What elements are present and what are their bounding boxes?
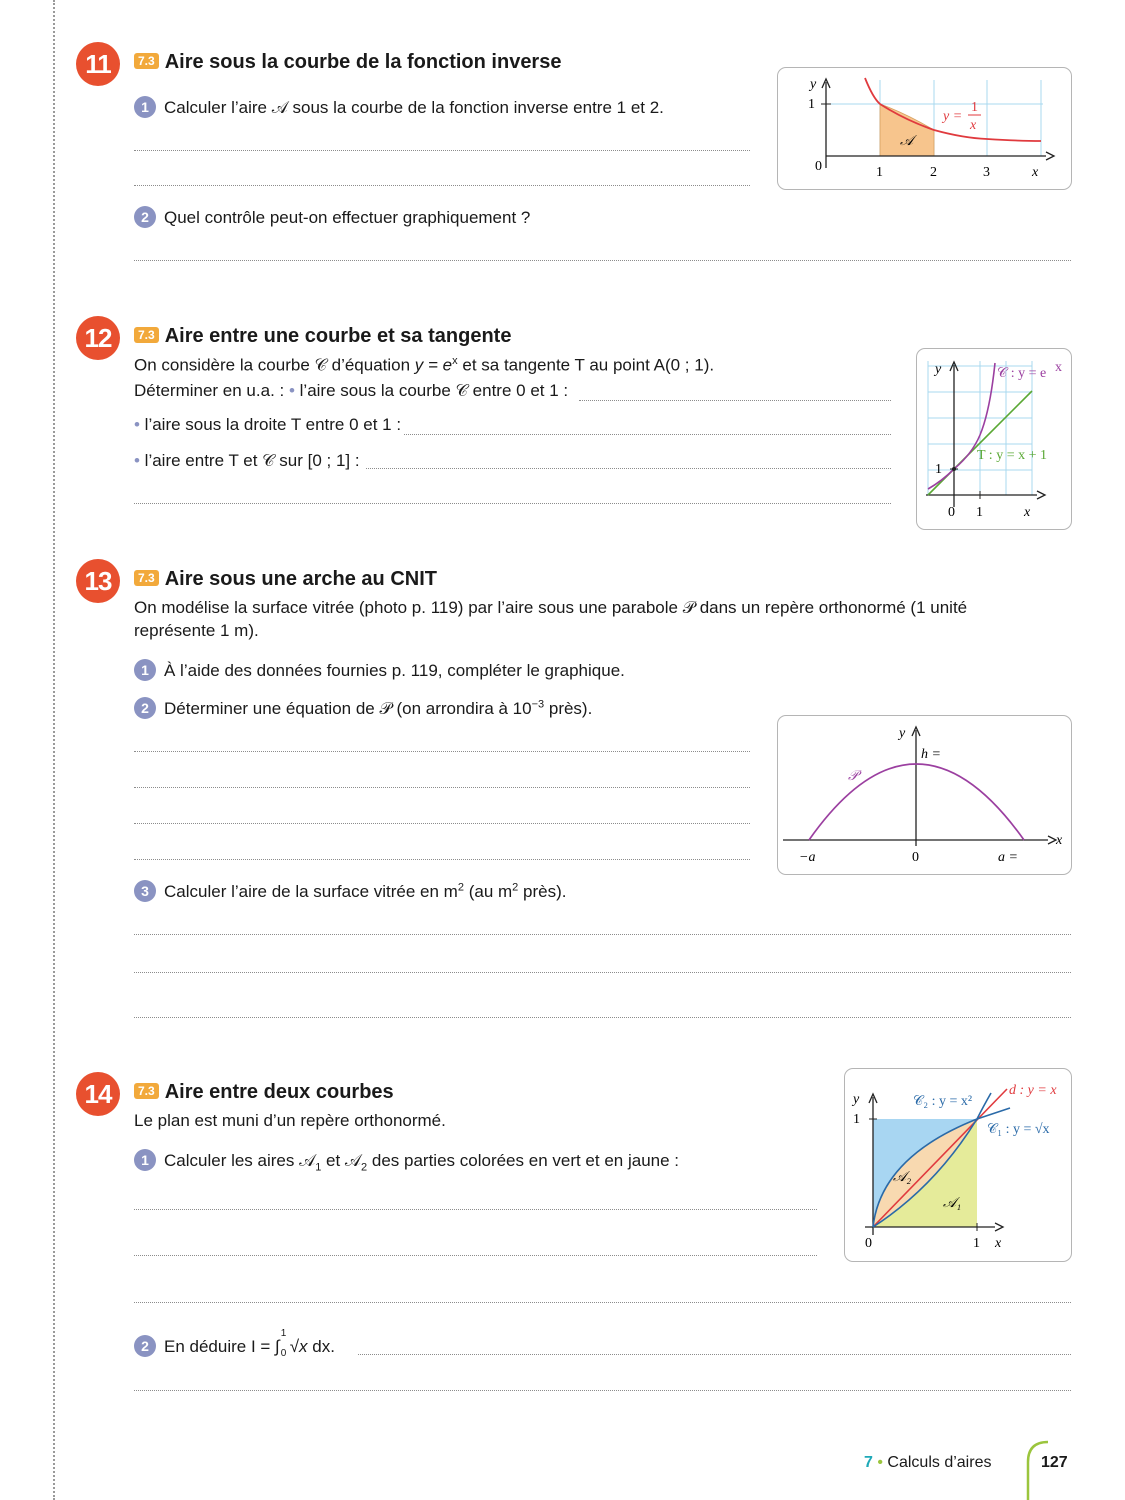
exercise-13-number: 13 bbox=[76, 559, 120, 603]
answer-line[interactable] bbox=[134, 823, 750, 824]
y-tick-label: 1 bbox=[853, 1112, 860, 1127]
ex12-intro-equation: y = e bbox=[414, 355, 453, 375]
ex11-graph bbox=[777, 67, 1072, 190]
question-number: 2 bbox=[134, 697, 156, 719]
exercise-12-number: 12 bbox=[76, 316, 120, 360]
left-root-label: −a bbox=[799, 850, 816, 865]
answer-line[interactable] bbox=[134, 1302, 1071, 1303]
lesson-badge: 7.3 bbox=[134, 1083, 159, 1099]
question-number: 1 bbox=[134, 1149, 156, 1171]
exercise-11-title-text: Aire sous la courbe de la fonction inverse bbox=[164, 51, 562, 73]
page-number: 127 bbox=[1041, 1454, 1068, 1471]
exercise-11-title bbox=[134, 51, 561, 74]
ex12-determine-text: Déterminer en u.a. : bbox=[134, 381, 289, 400]
bullet: • bbox=[134, 415, 140, 434]
ex14-q1-text: Calculer les aires 𝒜 bbox=[164, 1151, 316, 1170]
ex12-item-1-text: l’aire sous la courbe 𝒞 entre 0 et 1 : bbox=[294, 381, 569, 400]
ex12-intro-text: On considère la courbe 𝒞 d’équation bbox=[134, 355, 415, 375]
ex12-item-2 bbox=[134, 415, 401, 435]
ex14-q1-subscript: 2 bbox=[361, 1161, 368, 1174]
exercise-14-number: 14 bbox=[76, 1072, 120, 1116]
answer-line[interactable] bbox=[579, 400, 891, 401]
origin-label: 0 bbox=[948, 505, 955, 520]
answer-line[interactable] bbox=[134, 934, 1071, 935]
ex14-graph bbox=[844, 1068, 1072, 1262]
area-a1-label: 𝒜₁ bbox=[943, 1196, 962, 1211]
ex12-item-3-text: l’aire entre T et 𝒞 sur [0 ; 1] : bbox=[139, 451, 360, 470]
ex14-q1-text-middle: et 𝒜 bbox=[321, 1151, 362, 1170]
exercise-11-number: 11 bbox=[76, 42, 120, 86]
curve-equation: y = bbox=[943, 109, 963, 124]
answer-line[interactable] bbox=[134, 150, 750, 151]
y-tick-label: 1 bbox=[935, 462, 942, 477]
question-number: 1 bbox=[134, 659, 156, 681]
parabola-label: 𝒫 bbox=[848, 769, 859, 784]
area-a2-label: 𝒜₂ bbox=[893, 1170, 912, 1185]
ex11-question-1 bbox=[134, 96, 664, 118]
answer-line[interactable] bbox=[134, 972, 1071, 973]
ex13-q2-text: Déterminer une équation de 𝒫 (on arrondira à 10 bbox=[164, 699, 532, 718]
origin-label: 0 bbox=[865, 1236, 872, 1251]
ex13-q3-text: Calculer l’aire de la surface vitrée en m bbox=[164, 882, 458, 901]
bullet: • bbox=[288, 381, 295, 400]
height-label: h = bbox=[921, 747, 941, 762]
ex14-intro: Le plan est muni d’un repère orthonormé. bbox=[134, 1111, 446, 1130]
ex13-question-3 bbox=[134, 880, 566, 902]
bullet: • bbox=[134, 451, 140, 470]
ex12-item-2-text: l’aire sous la droite T entre 0 et 1 : bbox=[139, 415, 402, 434]
tangent-label: T : y = x + 1 bbox=[977, 448, 1047, 463]
curve-label-exponent: x bbox=[1055, 360, 1062, 375]
x-tick-label: 1 bbox=[976, 505, 983, 520]
ex12-intro-text-end: et sa tangente T au point A(0 ; 1). bbox=[457, 355, 715, 375]
exercise-12-title bbox=[134, 325, 511, 348]
x-tick-label: 2 bbox=[930, 165, 937, 180]
ex14-question-2 bbox=[134, 1328, 335, 1359]
x-tick-label: 1 bbox=[876, 165, 883, 180]
ex13-intro-line-2: représente 1 m). bbox=[134, 621, 259, 640]
ex14-q1-subscript: 1 bbox=[315, 1161, 322, 1174]
ex13-intro-line-1: On modélise la surface vitrée (photo p. 119) par l’aire sous une parabole 𝒫 dans un repère orthonormé (1 unité bbox=[134, 598, 968, 617]
ex12-intro-exponent: x bbox=[452, 355, 458, 367]
curve-label: 𝒞 : y = e bbox=[997, 366, 1047, 381]
x-axis-label: x bbox=[1024, 505, 1031, 520]
ex13-q1-text: À l’aide des données fournies p. 119, compléter le graphique. bbox=[164, 661, 625, 680]
ex12-intro bbox=[134, 355, 714, 376]
curve-equation-denominator: x bbox=[970, 118, 977, 133]
integral-bounds bbox=[280, 1328, 290, 1359]
origin-label: 0 bbox=[815, 159, 822, 174]
area-label: 𝒜 bbox=[900, 134, 914, 149]
line-d-label: d : y = x bbox=[1009, 1083, 1057, 1098]
y-axis-label: y bbox=[935, 362, 942, 377]
x-axis-label: x bbox=[1056, 833, 1063, 848]
ex13-q2-exponent: −3 bbox=[531, 698, 545, 711]
ex11-q1-text: Calculer l’aire 𝒜 sous la courbe de la fonction inverse entre 1 et 2. bbox=[164, 98, 664, 117]
ex11-q2-text: Quel contrôle peut-on effectuer graphiquement ? bbox=[164, 208, 531, 227]
x-axis-label: x bbox=[1032, 165, 1039, 180]
exercise-12-title-text: Aire entre une courbe et sa tangente bbox=[164, 325, 512, 347]
x-axis-label: x bbox=[995, 1236, 1002, 1251]
x-tick-label: 3 bbox=[983, 165, 990, 180]
ex14-q2-text: En déduire I = ∫ bbox=[164, 1337, 280, 1356]
ex12-item-1 bbox=[134, 381, 568, 401]
chapter-title: Calculs d’aires bbox=[887, 1454, 992, 1471]
question-number: 2 bbox=[134, 206, 156, 228]
ex11-question-2 bbox=[134, 206, 530, 228]
curve-equation-numerator: 1 bbox=[971, 100, 978, 115]
answer-line[interactable] bbox=[134, 1255, 817, 1256]
integral-lower-bound: 0 bbox=[280, 1348, 287, 1359]
ex12-graph bbox=[916, 348, 1072, 530]
ex13-q2-text-end: près). bbox=[544, 699, 593, 718]
right-root-label: a = bbox=[998, 850, 1018, 865]
answer-line[interactable] bbox=[134, 503, 891, 504]
margin-dotted-line bbox=[53, 0, 55, 1500]
question-number: 3 bbox=[134, 880, 156, 902]
exercise-14-title bbox=[134, 1081, 394, 1104]
answer-line[interactable] bbox=[134, 1390, 1071, 1391]
answer-line[interactable] bbox=[134, 1017, 1071, 1018]
ex14-q1-text-end: des parties colorées en vert et en jaune : bbox=[367, 1151, 680, 1170]
origin-label: 0 bbox=[912, 850, 919, 865]
ex14-question-1 bbox=[134, 1149, 679, 1173]
ex12-item-3 bbox=[134, 451, 360, 471]
y-axis-label: y bbox=[853, 1092, 860, 1107]
y-tick-label: 1 bbox=[808, 97, 815, 112]
lesson-badge: 7.3 bbox=[134, 570, 159, 586]
exercise-13-title bbox=[134, 568, 437, 591]
square-curve-label: 𝒞₂ : y = x² bbox=[913, 1094, 973, 1109]
footer-chapter bbox=[864, 1454, 991, 1472]
ex13-graph bbox=[777, 715, 1072, 875]
answer-line[interactable] bbox=[134, 787, 750, 788]
y-axis-label: y bbox=[810, 77, 817, 92]
answer-line[interactable] bbox=[134, 751, 750, 752]
ex13-q3-text-end: près). bbox=[518, 882, 567, 901]
sqrt-curve-label: 𝒞₁ : y = √x bbox=[987, 1122, 1050, 1137]
ex14-q2-text-end: dx. bbox=[307, 1337, 335, 1356]
answer-line[interactable] bbox=[366, 468, 891, 469]
ex13-question-1 bbox=[134, 659, 625, 681]
ex13-q3-superscript: 2 bbox=[512, 881, 519, 894]
answer-line[interactable] bbox=[134, 859, 750, 860]
lesson-badge: 7.3 bbox=[134, 53, 159, 69]
ex14-q2-integrand: √x bbox=[289, 1337, 308, 1356]
chapter-number: 7 bbox=[864, 1454, 873, 1471]
x-tick-label: 1 bbox=[973, 1236, 980, 1251]
exercise-13-title-text: Aire sous une arche au CNIT bbox=[164, 568, 437, 590]
integral-upper-bound: 1 bbox=[280, 1328, 287, 1339]
question-number: 1 bbox=[134, 96, 156, 118]
answer-line[interactable] bbox=[404, 434, 891, 435]
y-axis-label: y bbox=[899, 726, 906, 741]
ex13-question-2 bbox=[134, 697, 592, 719]
exercise-14-title-text: Aire entre deux courbes bbox=[164, 1081, 394, 1103]
answer-line[interactable] bbox=[134, 185, 750, 186]
question-number: 2 bbox=[134, 1335, 156, 1357]
answer-line[interactable] bbox=[134, 1209, 817, 1210]
ex13-q3-superscript: 2 bbox=[457, 881, 464, 894]
ex13-q3-text-middle: (au m bbox=[463, 882, 513, 901]
lesson-badge: 7.3 bbox=[134, 327, 159, 343]
chapter-separator: • bbox=[877, 1454, 883, 1471]
answer-line[interactable] bbox=[134, 260, 1071, 261]
answer-line[interactable] bbox=[358, 1354, 1071, 1355]
